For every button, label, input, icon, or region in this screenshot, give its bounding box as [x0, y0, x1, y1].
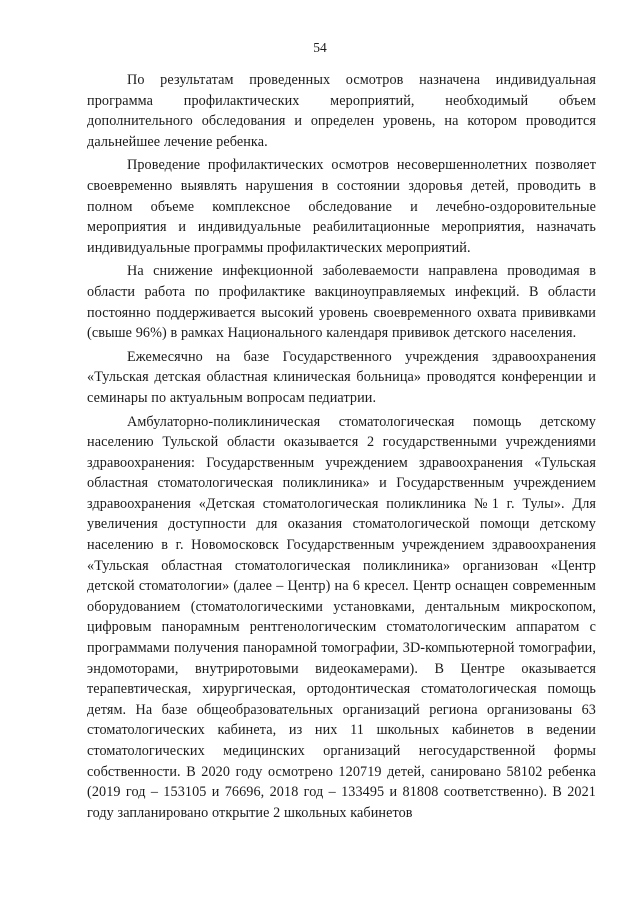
paragraph-vaccination: На снижение инфекционной заболеваемости направлена проводимая в области работа по профилактике вакциноуправляемых инфекций. В области постоянно поддерживается высокий уровень своевременного охвата прививками (свыше 96%) в рамках Национального календаря прививок детского населения.: [87, 263, 596, 342]
paragraph-preventive-examinations: Проведение профилактических осмотров несовершеннолетних позволяет своевременно выявлять нарушения в состоянии здоровья детей, проводить в полном объеме комплексное обследование и лечебно-оздоровительные мероприятия и индивидуальные реабилитационные мероприятия, назначать индивидуальные программы профилактических мероприятий.: [87, 157, 596, 256]
document-body: [87, 70, 596, 826]
paragraph-conferences: Ежемесячно на базе Государственного учреждения здравоохранения «Тульская детская областная клиническая больница» проводятся конференции и семинары по актуальным вопросам педиатрии.: [87, 348, 596, 406]
page-number: 54: [313, 40, 327, 55]
paragraph-dental-care: Амбулаторно-поликлиническая стоматологическая помощь детскому населению Тульской области оказывается 2 государственными учреждениями здравоохранения: Государственным учреждением здравоохранения «Тульская областная стоматологическая поликлиника» и Государственным учреждением здравоохранения «Детская стоматологическая поликлиника №1 г. Тулы». Для увеличения доступности для оказания стоматологической помощи детскому населению в г. Новомосковск Государственным учреждением здравоохранения «Тульская областная стоматологическая поликлиника» организован «Центр детской стоматологии» (далее – Центр) на 6 кресел. Центр оснащен современным оборудованием (стоматологическими установками, дентальным микроскопом, цифровым панорамным рентгенологическим стоматологическим аппаратом с программами получения панорамной томографии, 3D-компьютерной томографии, эндомоторами, внутриротовыми видеокамерами). В Центре оказывается терапевтическая, хирургическая, ортодонтическая стоматологическая помощь детям. На базе общеобразовательных организаций региона организованы 63 стоматологических кабинета, из них 11 школьных кабинетов в ведении стоматологических медицинских организаций негосударственной формы собственности. В 2020 году осмотрено 120719 детей, санировано 58102 ребенка (2019 год – 153105 и 76696, 2018 год – 133495 и 81808 соответственно). В 2021 году запланировано открытие 2 школьных кабинетов: [87, 413, 596, 821]
paragraph-examination-results: По результатам проведенных осмотров назначена индивидуальная программа профилактических мероприятий, необходимый объем дополнительного обследования и определен уровень, на котором проводится дальнейшее лечение ребенка.: [87, 72, 596, 150]
